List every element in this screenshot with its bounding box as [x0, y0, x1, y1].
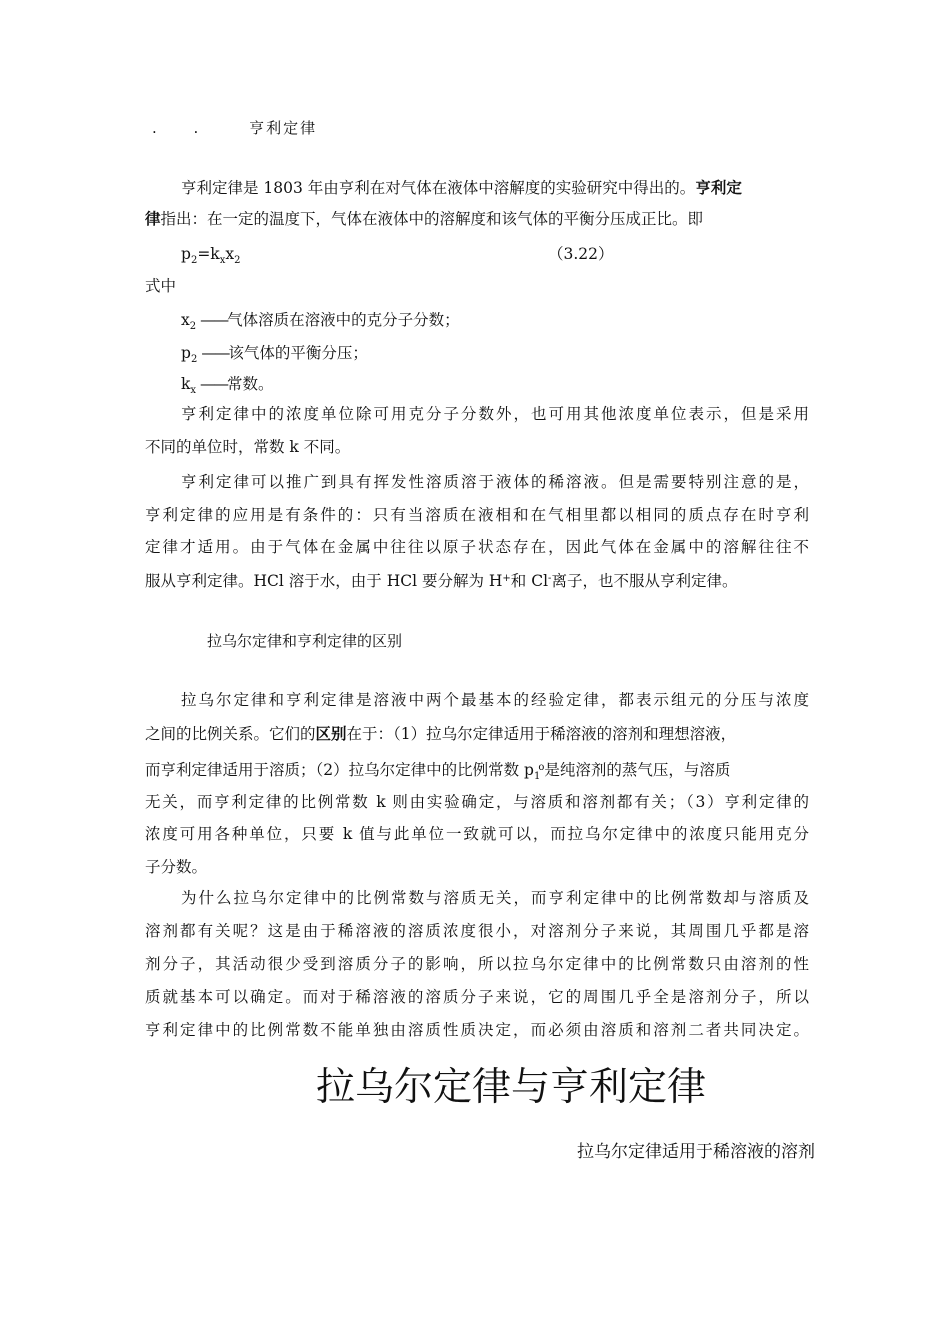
paragraph-line — [181, 178, 809, 198]
paragraph-text: 离子，也不服从亨利定律。 — [551, 572, 738, 590]
section-heading-difference: 拉乌尔定律和亨利定律的区别 — [207, 632, 403, 650]
def-subscript: 2 — [190, 354, 198, 365]
paragraph-text: 之间的比例关系。它们的 — [145, 725, 316, 743]
section-heading-henry — [152, 118, 317, 138]
eq-symbol-p: p — [181, 245, 191, 263]
def-text: 常数。 — [227, 375, 274, 393]
paragraph-line: 亨利定律可以推广到具有挥发性溶质溶于液体的稀溶液。但是需要特别注意的是， — [181, 473, 809, 491]
paragraph-text: 指出：在一定的温度下，气体在液体中的溶解度和该气体的平衡分压成正比。即 — [160, 210, 704, 228]
slide-title: 拉乌尔定律与亨利定律 — [315, 1065, 706, 1110]
paragraph-text: 是纯溶剂的蒸气压，与溶质 — [544, 761, 731, 779]
def-text: 气体溶质在溶液中的克分子分数； — [227, 311, 460, 329]
definition-item — [181, 374, 274, 401]
equation — [181, 244, 240, 271]
charge-superscript: + — [502, 573, 511, 584]
eq-subscript: 2 — [190, 255, 198, 266]
def-symbol: x — [181, 311, 190, 329]
def-dash: —— — [201, 344, 229, 362]
def-dash: —— — [200, 375, 228, 393]
keyword-bold: 律 — [145, 210, 161, 228]
paragraph-text: 亨利定律是 1803 年由亨利在对气体在液体中溶解度的实验研究中得出的。 — [181, 179, 696, 197]
charge-superscript: - — [548, 573, 552, 584]
keyword-bold: 亨利定 — [695, 179, 742, 197]
paragraph-line: 不同的单位时，常数 k 不同。 — [145, 438, 351, 456]
paragraph-text: 在于：（1）拉乌尔定律适用于稀溶液的溶剂和理想溶液， — [346, 725, 737, 743]
paragraph-line: 质就基本可以确定。而对于稀溶液的溶质分子来说，它的周围几乎全是溶剂分子，所以 — [145, 988, 809, 1006]
def-dash: —— — [200, 311, 228, 329]
section-title: 亨利定律 — [249, 119, 318, 137]
def-symbol: p — [181, 344, 191, 362]
paragraph-line: 亨利定律中的比例常数不能单独由溶质性质决定，而必须由溶质和溶剂二者共同决定。 — [145, 1021, 809, 1039]
eq-subscript: 2 — [234, 255, 241, 266]
slide-caption: 拉乌尔定律适用于稀溶液的溶剂 — [577, 1142, 815, 1162]
eq-symbol-k: =k — [197, 245, 220, 263]
paragraph-line: 为什么拉乌尔定律中的比例常数与溶质无关，而亨利定律中的比例常数却与溶质及 — [181, 889, 809, 907]
paragraph-line: 子分数。 — [145, 858, 208, 876]
def-text: 该气体的平衡分压； — [228, 344, 368, 362]
eq-symbol-x: x — [225, 245, 235, 263]
paragraph-line: 溶剂都有关呢？这是由于稀溶液的溶质浓度很小，对溶剂分子来说，其周围几乎都是溶 — [145, 922, 809, 940]
where-label: 式中 — [145, 277, 177, 295]
paragraph-line: 剂分子，其活动很少受到溶质分子的影响，所以拉乌尔定律中的比例常数只由溶剂的性 — [145, 955, 809, 973]
def-subscript: x — [190, 385, 197, 396]
paragraph-line: 拉乌尔定律和亨利定律是溶液中两个最基本的经验定律，都表示组元的分压与浓度 — [181, 691, 809, 709]
paragraph-line — [145, 209, 809, 229]
paragraph-line: 亨利定律的应用是有条件的：只有当溶质在液相和在气相里都以相同的质点存在时亨利 — [145, 506, 809, 524]
paragraph-line — [145, 758, 809, 787]
paragraph-line — [145, 569, 809, 591]
paragraph-line: 定律才适用。由于气体在金属中往往以原子状态存在，因此气体在金属中的溶解往往不 — [145, 538, 809, 556]
paragraph-line — [145, 724, 809, 744]
eq-subscript: 1 — [533, 771, 541, 782]
paragraph-text: 而亨利定律适用于溶质；（2）拉乌尔定律中的比例常数 — [145, 761, 525, 779]
eq-symbol-p: p — [524, 761, 534, 779]
paragraph-line: 无关，而亨利定律的比例常数 k 则由实验确定，与溶质和溶剂都有关；（3）亨利定律的 — [145, 793, 809, 811]
paragraph-line: 亨利定律中的浓度单位除可用克分子分数外，也可用其他浓度单位表示，但是采用 — [181, 405, 809, 423]
section-numbering: . . — [152, 119, 215, 137]
definition-item — [181, 343, 368, 370]
paragraph-text: 服从亨利定律。HCl 溶于水，由于 HCl 要分解为 H — [145, 572, 503, 590]
definition-item — [181, 310, 460, 337]
paragraph-text: 和 Cl — [510, 572, 549, 590]
eq-subscript: x — [219, 255, 226, 266]
def-symbol: k — [181, 375, 191, 393]
paragraph-line: 浓度可用各种单位，只要 k 值与此单位一致就可以，而拉乌尔定律中的浓度只能用克分 — [145, 825, 809, 843]
keyword-bold: 区别 — [315, 725, 347, 743]
eq-superscript: o — [538, 762, 545, 773]
equation-number: （3.22） — [548, 245, 614, 263]
def-subscript: 2 — [189, 321, 197, 332]
